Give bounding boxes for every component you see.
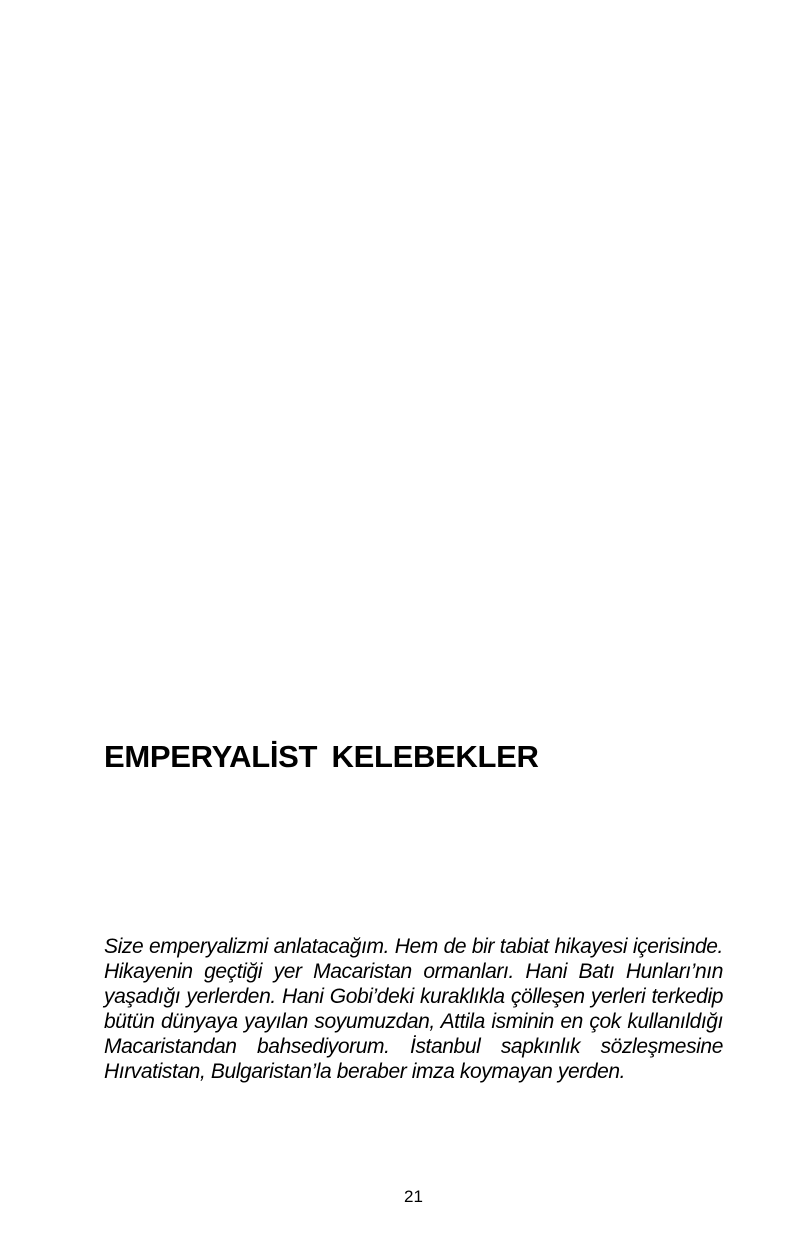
body-paragraph: Size emperyalizmi anlatacağım. Hem de bir tabiat hikayesi içerisinde. Hikayenin geçtiği yer Macaristan ormanları. Hani Batı Hunları’nın yaşadığı yerlerden. Hani Gobi’deki kuraklıkla çölleşen yerleri terkedip bütün dünyaya yayılan soyumuzdan, Attila isminin en çok kullanıldığı Macaristandan bahsediyorum. İstanbul sapkınlık sözleşmesine Hırvatistan, Bulgaristan’la beraber imza koymayan yerden. xyxy=(104,935,723,1083)
chapter-title: EMPERYALİST KELEBEKLER xyxy=(104,739,539,774)
page-number: 21 xyxy=(404,1187,423,1206)
